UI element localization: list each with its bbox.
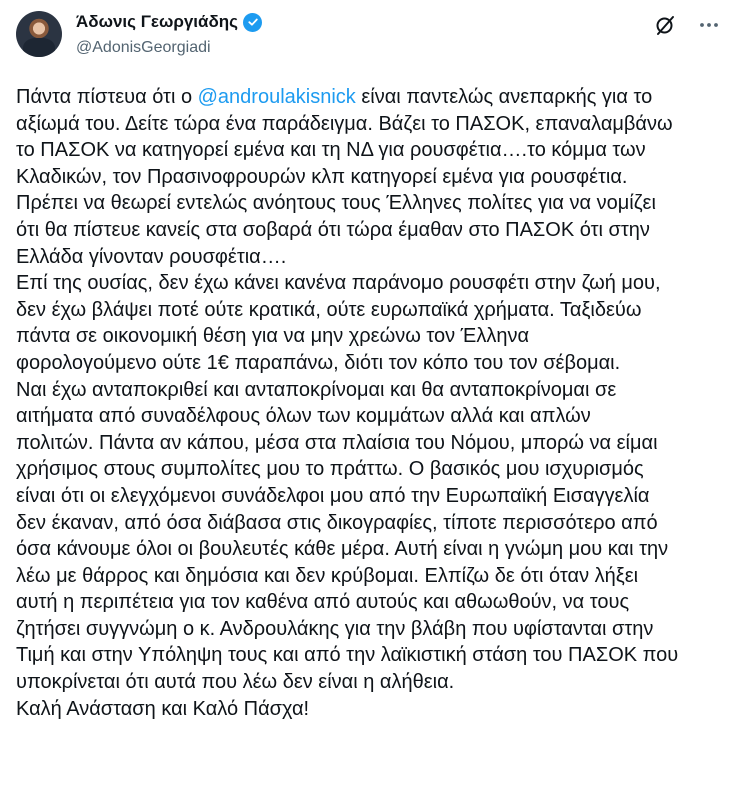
tweet-text-line: πολιτών. Πάντα αν κάπου, μέσα στα πλαίσια του Νόμου, μπορώ να είμαι <box>16 431 658 454</box>
tweet-text-line: ότι θα πίστευε κανείς στα σοβαρά ότι τώρα έμαθαν στο ΠΑΣΟΚ ότι στην <box>16 218 650 241</box>
tweet-text-line: αξίωμά του. Δείτε τώρα ένα παράδειγμα. Βάζει το ΠΑΣΟΚ, επαναλαμβάνω <box>16 112 673 135</box>
tweet-text-line: δεν έκαναν, από όσα διάβασα στις δικογραφίες, τίποτε περισσότερο από <box>16 511 658 534</box>
grok-icon[interactable] <box>654 14 676 36</box>
tweet-text-line: Τιμή και στην Υπόληψη τους και από την λαϊκιστική στάση του ΠΑΣΟΚ που <box>16 644 679 667</box>
tweet-text <box>16 84 722 722</box>
tweet-text-line: το ΠΑΣΟΚ να κατηγορεί εμένα και τη ΝΔ για ρουσφέτια….το κόμμα των <box>16 139 646 162</box>
tweet-text-line: λέω με θάρρος και δημόσια και δεν κρύβομαι. Ελπίζω δε ότι όταν λήξει <box>16 564 639 587</box>
verified-badge-icon <box>243 13 262 32</box>
author-name-row <box>76 11 262 33</box>
tweet-text-line: δεν έχω βλάψει ποτέ ούτε κρατικά, ούτε ευρωπαϊκά χρήματα. Ταξιδεύω <box>16 298 642 321</box>
tweet-text-line: Πρέπει να θεωρεί εντελώς ανόητους τους Έλληνες πολίτες για να νομίζει <box>16 192 656 215</box>
tweet-text-line: αιτήματα από συναδέλφους όλων των κομμάτων αλλά και απλών <box>16 405 591 428</box>
tweet-text-line: υποκρίνεται ότι αυτά που λέω δεν είναι η αλήθεια. <box>16 671 455 694</box>
tweet-text-line: Κλαδικών, τον Πρασινοφρουρών κλπ κατηγορεί εμένα για ρουσφέτια. <box>16 165 628 188</box>
tweet-actions-top <box>654 14 720 36</box>
more-icon[interactable] <box>698 14 720 36</box>
tweet-text-line: Ναι έχω ανταποκριθεί και ανταποκρίνομαι και θα ανταποκρίνομαι σε <box>16 378 617 401</box>
mention-link[interactable]: @androulakisnick <box>197 86 356 108</box>
tweet-text-line: πάντα σε οικονομική θέση για να μην χρεώνω τον Έλληνα <box>16 325 530 348</box>
tweet-text-line: χρήσιμος στους συμπολίτες μου το πράττω. Ο βασικός μου ισχυρισμός <box>16 458 644 481</box>
tweet-text-line: Επί της ουσίας, δεν έχω κάνει κανένα παράνομο ρουσφέτι στην ζωή μου, <box>16 272 661 295</box>
tweet-text-line: Ελλάδα γίνονταν ρουσφέτια…. <box>16 245 287 268</box>
tweet-text-line: ζητήσει συγγνώμη ο κ. Ανδρουλάκης για την βλάβη που υφίστανται στην <box>16 617 654 640</box>
author-name[interactable]: Άδωνις Γεωργιάδης <box>76 12 239 31</box>
tweet-text-line: όσα κάνουμε όλοι οι βουλευτές κάθε μέρα. Αυτή είναι η γνώμη μου και την <box>16 538 669 561</box>
author-handle[interactable]: @AdonisGeorgiadi <box>76 39 211 56</box>
avatar[interactable] <box>16 11 62 57</box>
tweet-text-line: είναι παντελώς ανεπαρκής για το <box>355 86 653 108</box>
tweet-text-line: Πάντα πίστευα ότι ο <box>16 86 198 108</box>
tweet-text-line: Καλή Ανάσταση και Καλό Πάσχα! <box>16 697 310 720</box>
tweet-text-line: φορολογούμενο ούτε 1€ παραπάνω, διότι τον κόπο του τον σέβομαι. <box>16 351 621 374</box>
tweet-text-line: αυτή η περιπέτεια για τον καθένα από αυτούς και αθωωθούν, να τους <box>16 591 630 614</box>
tweet-text-line: είναι ότι οι ελεγχόμενοι συνάδελφοι μου από την Ευρωπαϊκή Εισαγγελία <box>16 484 650 507</box>
